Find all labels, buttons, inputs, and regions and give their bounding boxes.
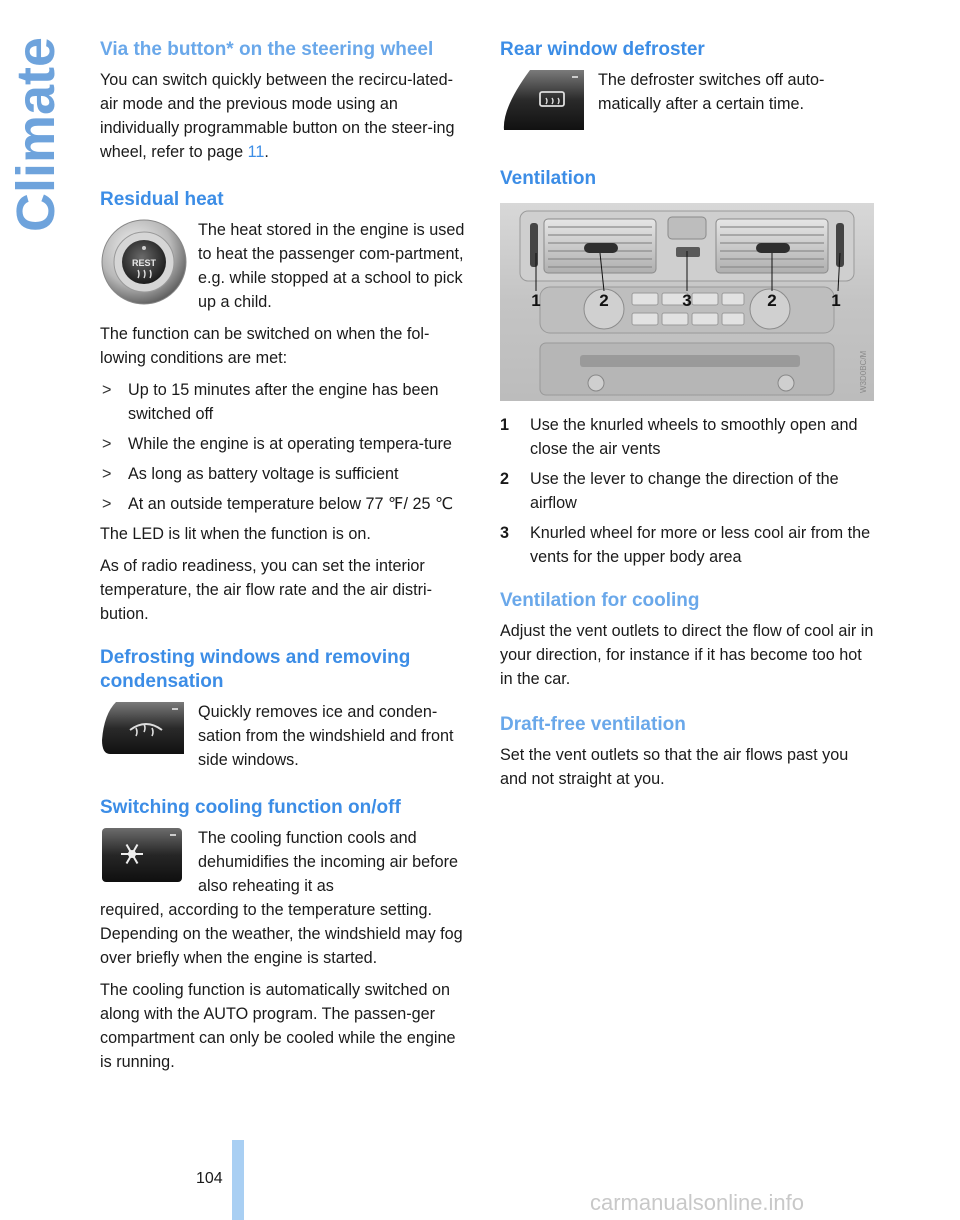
callout-label: 3 bbox=[682, 291, 692, 310]
list-item bbox=[100, 492, 468, 516]
callout-label: 2 bbox=[767, 291, 777, 310]
chapter-tab-graphic bbox=[0, 0, 68, 250]
defrost-figure-row bbox=[100, 700, 468, 772]
rear-figure-row bbox=[500, 68, 874, 137]
bullet-text: At an outside temperature below 77 ℉/ 25 ℃ bbox=[128, 495, 454, 513]
cooling-figure-text: The cooling function cools and dehumidifies the incoming air before also reheating it as bbox=[198, 829, 459, 895]
windshield-defrost-icon bbox=[100, 700, 186, 756]
step-text: Use the lever to change the direction of the airflow bbox=[530, 470, 839, 512]
heading-ventilation-cooling: Ventilation for cooling bbox=[500, 590, 700, 611]
bullet-text: While the engine is at operating tempera-ture bbox=[128, 435, 452, 453]
watermark: carmanualsonline.info bbox=[590, 1190, 805, 1215]
residual-heat-button-figure bbox=[100, 218, 198, 311]
page-ref-link[interactable]: 11 bbox=[247, 143, 265, 161]
residual-conditions-list bbox=[100, 378, 468, 516]
bullet-marker: > bbox=[102, 435, 112, 453]
chapter-tab bbox=[0, 0, 68, 250]
bullet-text: Up to 15 minutes after the engine has been switched off bbox=[128, 381, 439, 423]
callout-label: 1 bbox=[831, 291, 841, 310]
list-item bbox=[500, 467, 874, 515]
residual-intro: The function can be switched on when the fol-lowing conditions are met: bbox=[100, 325, 430, 367]
residual-heat-button-icon bbox=[100, 218, 188, 306]
page-bar bbox=[232, 1140, 244, 1220]
step-number: 2 bbox=[500, 470, 510, 488]
residual-figure-text: The heat stored in the engine is used to heat the passenger com-partment, e.g. while stopped at a school to pick up a child. bbox=[198, 221, 465, 311]
cooling-figure-row bbox=[100, 826, 468, 898]
list-item bbox=[100, 462, 468, 486]
heading-residual-heat: Residual heat bbox=[100, 189, 224, 210]
callout-label: 2 bbox=[599, 291, 609, 310]
step-number: 3 bbox=[500, 524, 510, 542]
rear-defrost-icon bbox=[500, 68, 586, 132]
cooling-continued: required, according to the temperature setting. Depending on the weather, the windshield may fog over briefly when the engine is started. bbox=[100, 901, 463, 967]
rear-figure-text: The defroster switches off auto-matically after a certain time. bbox=[598, 71, 825, 113]
bullet-marker: > bbox=[102, 495, 112, 513]
list-item bbox=[500, 413, 874, 461]
list-item bbox=[500, 521, 874, 569]
steering-text: You can switch quickly between the recircu-lated-air mode and the previous mode using an individually programmable button on the steer-ing wheel, refer to page bbox=[100, 71, 455, 161]
ventilation-photo bbox=[500, 203, 874, 401]
dashboard-vents-photo bbox=[500, 203, 874, 401]
heading-cooling-function: Switching cooling function on/off bbox=[100, 797, 401, 818]
steering-paragraph bbox=[100, 68, 468, 164]
defrost-figure-text: Quickly removes ice and conden-sation from the windshield and front side windows. bbox=[198, 703, 454, 769]
bullet-marker: > bbox=[102, 465, 112, 483]
bullet-text: As long as battery voltage is sufficient bbox=[128, 465, 399, 483]
cooling-auto-paragraph: The cooling function is automatically switched on along with the AUTO program. The passen-ger compartment can only be cooled while the engine is running. bbox=[100, 981, 456, 1071]
callout-label: 1 bbox=[531, 291, 541, 310]
chapter-tab-label: Climate bbox=[6, 36, 66, 232]
defrost-button-figure bbox=[100, 700, 198, 761]
heading-steering-button: Via the button* on the steering wheel bbox=[100, 39, 434, 60]
heading-defrosting: Defrosting windows and removing condensation bbox=[100, 647, 411, 692]
heading-ventilation: Ventilation bbox=[500, 168, 597, 189]
rear-defroster-button-figure bbox=[500, 68, 598, 137]
bullet-marker: > bbox=[102, 381, 112, 399]
right-column bbox=[500, 38, 874, 791]
radio-paragraph: As of radio readiness, you can set the interior temperature, the air flow rate and the air distri-bution. bbox=[100, 557, 432, 623]
left-column bbox=[100, 38, 468, 1074]
led-paragraph: The LED is lit when the function is on. bbox=[100, 525, 371, 543]
ventilation-steps bbox=[500, 413, 874, 569]
ventilation-cooling-text: Adjust the vent outlets to direct the flow of cool air in your direction, for instance if it has become too hot in the car. bbox=[500, 622, 874, 688]
cooling-button-figure bbox=[100, 826, 198, 889]
heading-draft-free: Draft-free ventilation bbox=[500, 714, 686, 735]
step-text: Use the knurled wheels to smoothly open and close the air vents bbox=[530, 416, 858, 458]
draft-free-text: Set the vent outlets so that the air flows past you and not straight at you. bbox=[500, 746, 849, 788]
snowflake-button-icon bbox=[100, 826, 184, 884]
steering-end: . bbox=[264, 143, 269, 161]
rest-label: REST bbox=[131, 258, 157, 268]
residual-figure-row bbox=[100, 218, 468, 314]
step-number: 1 bbox=[500, 416, 510, 434]
list-item bbox=[100, 432, 468, 456]
page-number: 104 bbox=[196, 1170, 223, 1187]
heading-rear-defroster: Rear window defroster bbox=[500, 39, 705, 60]
photo-code: W3D0BC/M bbox=[859, 350, 868, 393]
list-item bbox=[100, 378, 468, 426]
step-text: Knurled wheel for more or less cool air from the vents for the upper body area bbox=[530, 524, 871, 566]
